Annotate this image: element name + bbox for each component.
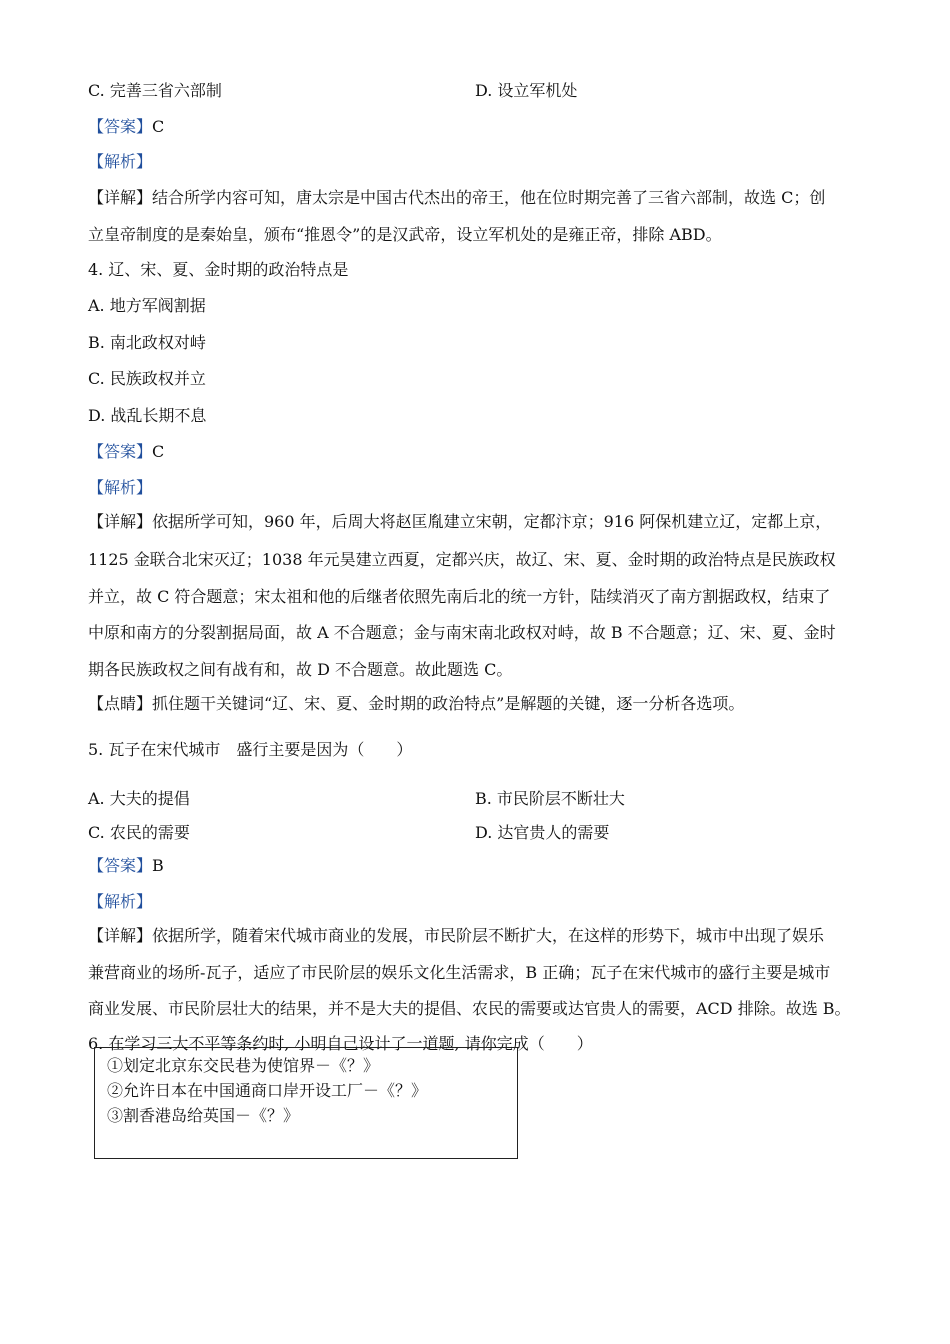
q3-option-d: D. 设立军机处 [475,81,578,100]
q4-option-d: D. 战乱长期不息 [88,406,207,425]
q4-option-a: A. 地方军阀割据 [88,296,206,315]
answer-value: B [152,856,164,875]
q5-question: 5. 瓦子在宋代城市 盛行主要是因为（ ） [88,740,413,759]
q4-answer [88,442,164,462]
q4-note: 【点睛】抓住题干关键词“辽、宋、夏、金时期的政治特点”是解题的关键，逐一分析各选项。 [88,694,745,713]
answer-tag: 【答案】 [88,856,153,875]
answer-value: C [152,117,165,136]
q3-option-c: C. 完善三省六部制 [88,81,222,100]
q5-option-a: A. 大夫的提倡 [88,789,190,808]
q4-detail-line4: 中原和南方的分裂割据局面，故 A 不合题意；金与南宋南北政权对峙，故 B 不合题意；辽、宋、夏、金时 [88,623,836,642]
q5-analysis-tag: 【解析】 [88,892,153,911]
q4-detail-line2: 1125 金联合北宋灭辽；1038 年元昊建立西夏，定都兴庆，故辽、宋、夏、金时期的政治特点是民族政权 [88,550,836,569]
q4-analysis-tag: 【解析】 [88,478,153,497]
q4-option-c: C. 民族政权并立 [88,369,206,388]
q6-box-line1: ①划定北京东交民巷为使馆界－《？》 [107,1056,380,1075]
answer-tag: 【答案】 [88,442,153,461]
q6-question: 6. 在学习三大不平等条约时, 小明自己设计了一道题, 请你完成（ ） [88,1034,593,1053]
q5-answer [88,856,164,876]
q4-question: 4. 辽、宋、夏、金时期的政治特点是 [88,260,349,279]
q3-detail-line1: 【详解】结合所学内容可知，唐太宗是中国古代杰出的帝王，他在位时期完善了三省六部制，故选 C；创 [88,188,826,207]
q5-option-c: C. 农民的需要 [88,823,190,842]
q3-analysis-tag: 【解析】 [88,152,153,171]
q6-prompt-box [94,1047,518,1159]
q6-box-line3: ③割香港岛给英国－《？》 [107,1106,300,1125]
q5-option-d: D. 达官贵人的需要 [475,823,610,842]
q5-option-b: B. 市民阶层不断壮大 [475,789,625,808]
q4-option-b: B. 南北政权对峙 [88,333,206,352]
q6-box-line2: ②允许日本在中国通商口岸开设工厂－《？》 [107,1081,428,1100]
q5-detail-line1: 【详解】依据所学，随着宋代城市商业的发展，市民阶层不断扩大，在这样的形势下，城市中出现了娱乐 [88,926,825,945]
q4-detail-line1: 【详解】依据所学可知，960 年，后周大将赵匡胤建立宋朝，定都汴京；916 阿保机建立辽，定都上京， [88,512,832,531]
answer-tag: 【答案】 [88,117,153,136]
q3-detail-line2: 立皇帝制度的是秦始皇，颁布“推恩令”的是汉武帝，设立军机处的是雍正帝，排除 ABD。 [88,225,722,244]
q4-detail-line3: 并立，故 C 符合题意；宋太祖和他的后继者依照先南后北的统一方针，陆续消灭了南方割据政权，结束了 [88,587,831,606]
answer-value: C [152,442,165,461]
q3-answer [88,117,164,137]
q5-detail-line3: 商业发展、市民阶层壮大的结果，并不是大夫的提倡、农民的需要或达官贵人的需要，ACD 排除。故选 B。 [88,999,851,1018]
q5-detail-line2: 兼营商业的场所-瓦子，适应了市民阶层的娱乐文化生活需求，B 正确；瓦子在宋代城市的盛行主要是城市 [88,963,831,982]
q4-detail-line5: 期各民族政权之间有战有和，故 D 不合题意。故此题选 C。 [88,660,513,679]
